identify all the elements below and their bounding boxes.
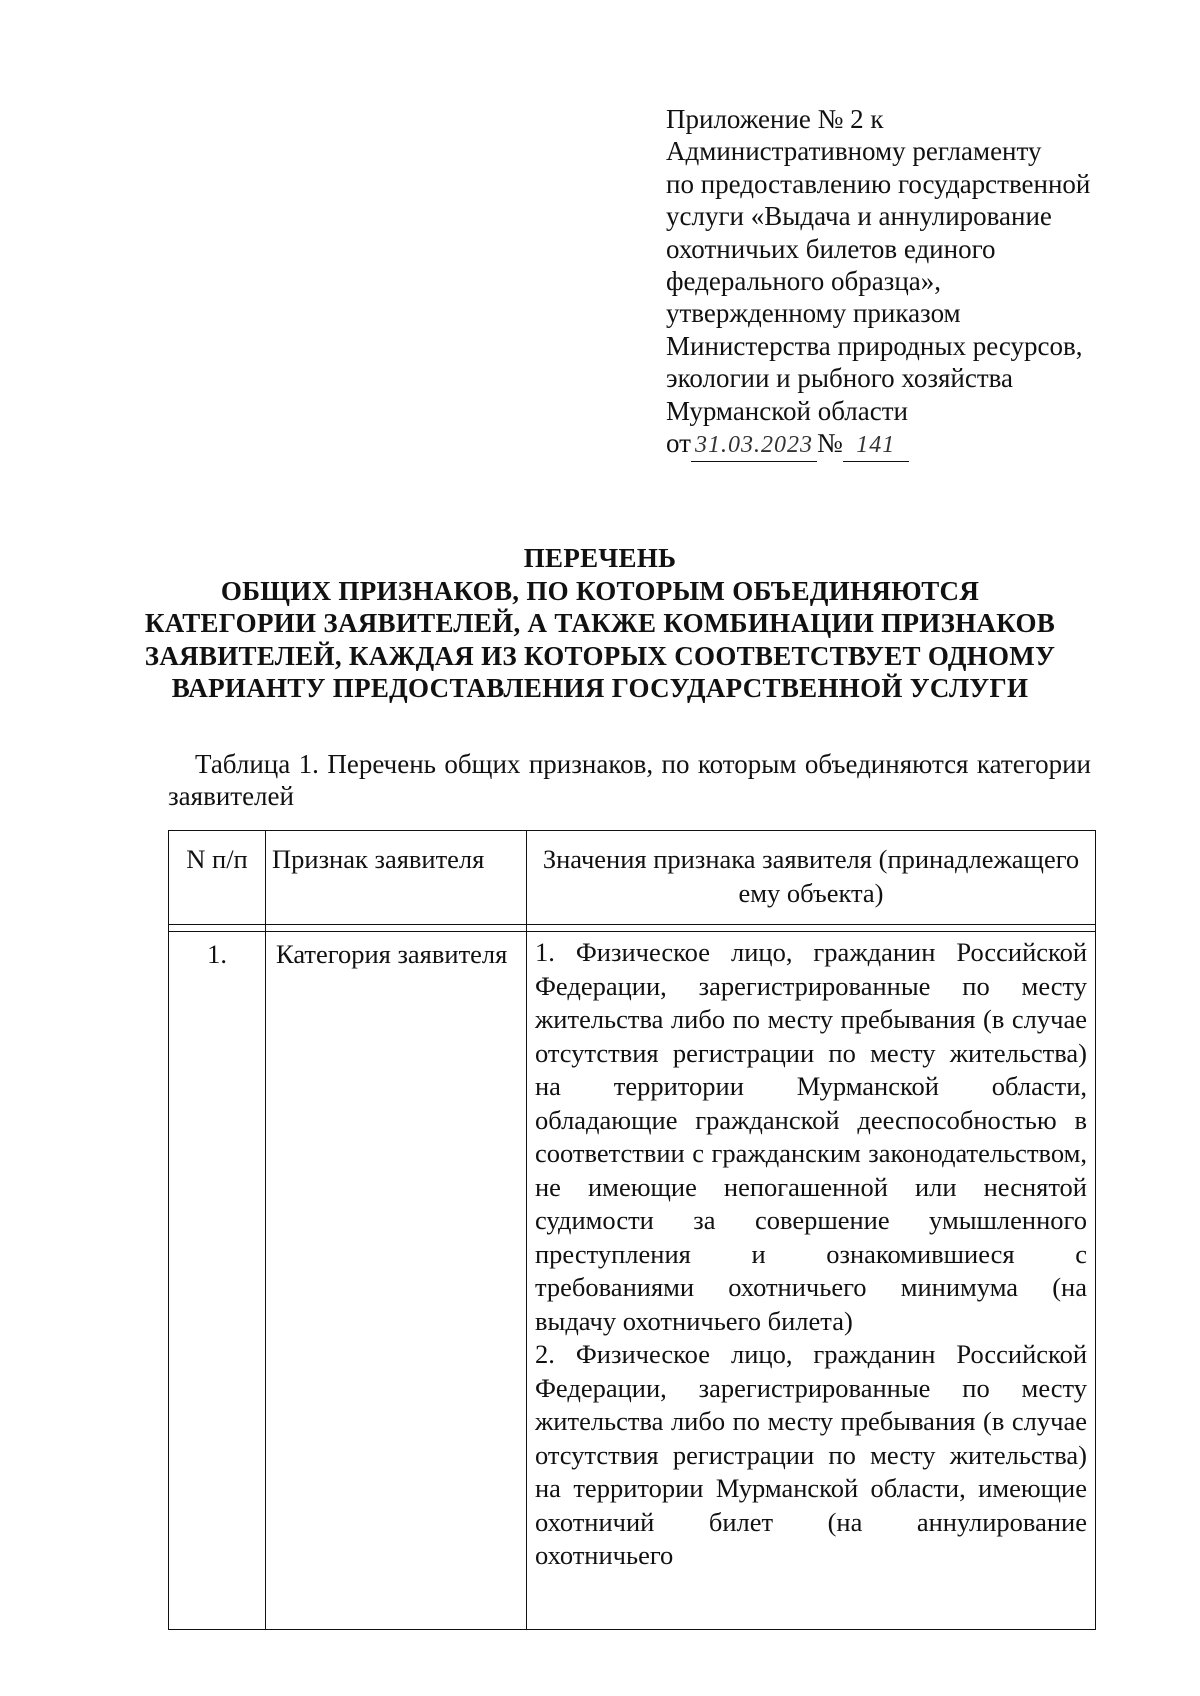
order-date-handwritten: 31.03.2023 <box>691 429 817 462</box>
appendix-line: Мурманской области <box>666 395 908 426</box>
title-line: ОБЩИХ ПРИЗНАКОВ, ПО КОТОРЫМ ОБЪЕДИНЯЮТСЯ <box>220 575 980 606</box>
appendix-line: Приложение № 2 к <box>666 104 884 134</box>
appendix-line: экологии и рыбного хозяйства <box>666 363 1014 394</box>
appendix-line: Административному регламенту <box>666 136 1042 167</box>
table-row <box>169 932 1096 1630</box>
order-number-sign: № <box>816 428 843 459</box>
applicant-signs-table <box>168 830 1096 1630</box>
table-header-row <box>169 831 1096 925</box>
appendix-line: федерального образца», <box>666 266 942 297</box>
appendix-block <box>666 103 1146 462</box>
appendix-line: утвержденному приказом <box>666 298 961 329</box>
title-line: ПЕРЕЧЕНЬ <box>523 543 677 573</box>
value-item: 2. Физическое лицо, гражданин Российской Федерации, зарегистрированные по месту жительства либо по месту пребывания (в случае отсутствия регистрации по месту жительства) на территории Мурманской области, имеющие охотничий билет (на аннулирование охотничьего <box>535 1339 1087 1570</box>
appendix-line: Министерства природных ресурсов, <box>666 330 1083 361</box>
appendix-line: услуги «Выдача и аннулирование <box>666 201 1052 232</box>
spacer-cell <box>266 925 527 932</box>
row-sign: Категория заявителя <box>266 932 527 1630</box>
title-line: ЗАЯВИТЕЛЕЙ, КАЖДАЯ ИЗ КОТОРЫХ СООТВЕТСТВУЕТ ОДНОМУ <box>144 640 1056 671</box>
table-spacer-row <box>169 925 1096 932</box>
row-values <box>527 932 1096 1630</box>
title-line: ВАРИАНТУ ПРЕДОСТАВЛЕНИЯ ГОСУДАРСТВЕННОЙ УСЛУГИ <box>171 673 1029 703</box>
table-caption: Таблица 1. Перечень общих признаков, по которым объединяются категории заявителей <box>168 749 1091 811</box>
title-line: КАТЕГОРИИ ЗАЯВИТЕЛЕЙ, А ТАКЖЕ КОМБИНАЦИИ ПРИЗНАКОВ <box>144 608 1056 638</box>
document-title <box>140 542 1060 705</box>
header-num: N п/п <box>169 831 266 925</box>
order-prefix: от <box>666 428 691 459</box>
order-number-handwritten: 141 <box>843 429 909 462</box>
spacer-cell <box>527 925 1096 932</box>
header-values: Значения признака заявителя (принадлежащего ему объекта) <box>527 831 1096 925</box>
header-sign: Признак заявителя <box>266 831 527 925</box>
appendix-line: по предоставлению государственной <box>666 168 1091 199</box>
order-reference <box>666 427 1146 462</box>
value-item: 1. Физическое лицо, гражданин Российской Федерации, зарегистрированные по месту жительства либо по месту пребывания (в случае отсутствия регистрации по месту жительства) на территории Мурманской области, обладающие гражданской дееспособностью в соответствии с гражданским законодательством, не имеющие непогашенной или неснятой судимости за совершение умышленного преступления и ознакомившиеся с требованиями охотничьего минимума (на выдачу охотничьего билета) <box>535 937 1087 1336</box>
spacer-cell <box>169 925 266 932</box>
appendix-line: охотничьих билетов единого <box>666 233 996 264</box>
row-num: 1. <box>169 932 266 1630</box>
